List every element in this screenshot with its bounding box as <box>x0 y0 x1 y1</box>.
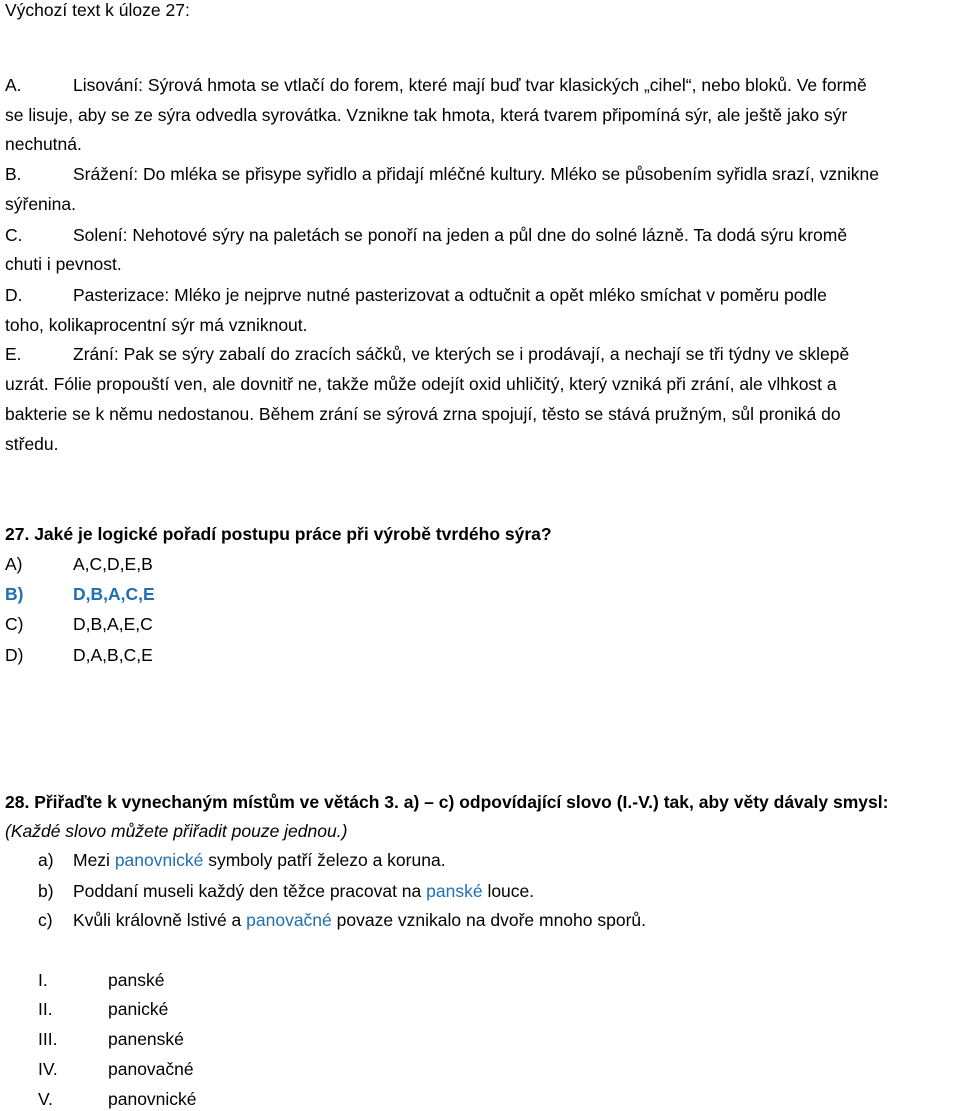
sentence-marker: a) <box>38 850 54 870</box>
intro-title: Výchozí text k úloze 27: <box>5 0 190 20</box>
sentence-marker: b) <box>38 881 54 901</box>
word-text: panické <box>108 999 169 1019</box>
sentence-before: Kvůli královně lstivé a <box>73 910 247 930</box>
text-line: se lisuje, aby se ze sýra odvedla syrovátka. Vznikne tak hmota, která tvarem připomíná sýr, ale ještě jako sýr <box>5 105 848 125</box>
option-text: D,B,A,C,E <box>73 584 155 604</box>
sentence-a <box>38 850 446 870</box>
word-text: panovnické <box>108 1089 197 1109</box>
text-line: toho, kolikaprocentní sýr má vzniknout. <box>5 315 308 335</box>
sentence-after: symboly patří železo a koruna. <box>203 850 446 870</box>
item-text: Lisování: Sýrová hmota se vtlačí do forem, které mají buď tvar klasických „cihel“, nebo bloků. Ve formě <box>73 75 867 95</box>
item-text: Srážení: Do mléka se přisype syřidlo a přidají mléčné kultury. Mléko se působením syřidla srazí, vznikne <box>73 164 879 184</box>
option-marker: B) <box>5 584 24 604</box>
word-text: panské <box>108 970 165 990</box>
text-line: bakterie se k němu nedostanou. Během zrání se sýrová zrna spojují, těsto se stává pružným, sůl proniká do <box>5 404 841 424</box>
text-line <box>5 75 867 95</box>
option-marker: C) <box>5 614 24 634</box>
word-option <box>38 1089 197 1109</box>
option-marker: A) <box>5 554 23 574</box>
sentence-before: Poddaní museli každý den těžce pracovat na <box>73 881 427 901</box>
text-line <box>5 285 827 305</box>
item-text: Pasterizace: Mléko je nejprve nutné pasterizovat a odtučnit a opět mléko smíchat v poměru podle <box>73 285 827 305</box>
text-line <box>5 164 879 184</box>
word-marker: III. <box>38 1029 58 1049</box>
item-text: Zrání: Pak se sýry zabalí do zracích sáčků, ve kterých se i prodávají, a nechají se tři týdny ve sklepě <box>73 344 850 364</box>
question-note: (Každé slovo můžete přiřadit pouze jednou.) <box>5 821 348 841</box>
word-marker: I. <box>38 970 48 990</box>
word-option <box>38 1029 184 1049</box>
option-text: D,B,A,E,C <box>73 614 153 634</box>
item-text: Solení: Nehotové sýry na paletách se ponoří na jeden a půl dne do solné lázně. Ta dodá sýru kromě <box>73 225 848 245</box>
text-line: uzrát. Fólie propouští ven, ale dovnitř ne, takže může odejít oxid uhličitý, který vzniká při zrání, ale vlhkost a <box>5 374 837 394</box>
word-marker: II. <box>38 999 53 1019</box>
item-marker: E. <box>5 344 22 364</box>
text-line: středu. <box>5 434 59 454</box>
answer-option-c[interactable] <box>5 614 153 634</box>
item-marker: B. <box>5 164 22 184</box>
answer-option-d[interactable] <box>5 645 153 665</box>
option-text: A,C,D,E,B <box>73 554 153 574</box>
answer-option-a[interactable] <box>5 554 153 574</box>
question-title: 28. Přiřaďte k vynechaným místům ve větách 3. a) – c) odpovídající slovo (I.-V.) tak, aby věty dávaly smysl: <box>5 792 889 812</box>
sentence-after: povaze vznikalo na dvoře mnoho sporů. <box>331 910 646 930</box>
word-marker: IV. <box>38 1059 58 1079</box>
sentence-c <box>38 910 646 930</box>
question-title: 27. Jaké je logické pořadí postupu práce při výrobě tvrdého sýra? <box>5 524 552 544</box>
option-text: D,A,B,C,E <box>73 645 153 665</box>
filled-word: panovnické <box>114 850 204 870</box>
text-line <box>5 225 847 245</box>
text-line: sýřenina. <box>5 194 77 214</box>
sentence-marker: c) <box>38 910 53 930</box>
filled-word: panovačné <box>246 910 332 930</box>
item-marker: A. <box>5 75 22 95</box>
word-marker: V. <box>38 1089 53 1109</box>
text-line: nechutná. <box>5 134 82 154</box>
text-line: chuti i pevnost. <box>5 254 122 274</box>
sentence-after: louce. <box>482 881 535 901</box>
text-line <box>5 344 849 364</box>
sentence-b <box>38 881 534 901</box>
filled-word: panské <box>426 881 483 901</box>
option-marker: D) <box>5 645 24 665</box>
item-marker: D. <box>5 285 23 305</box>
sentence-before: Mezi <box>73 850 115 870</box>
answer-option-b-correct[interactable] <box>5 584 155 604</box>
word-option <box>38 970 164 990</box>
word-option <box>38 1059 194 1079</box>
word-text: panovačné <box>108 1059 194 1079</box>
item-marker: C. <box>5 225 23 245</box>
word-option <box>38 999 168 1019</box>
word-text: panenské <box>108 1029 184 1049</box>
